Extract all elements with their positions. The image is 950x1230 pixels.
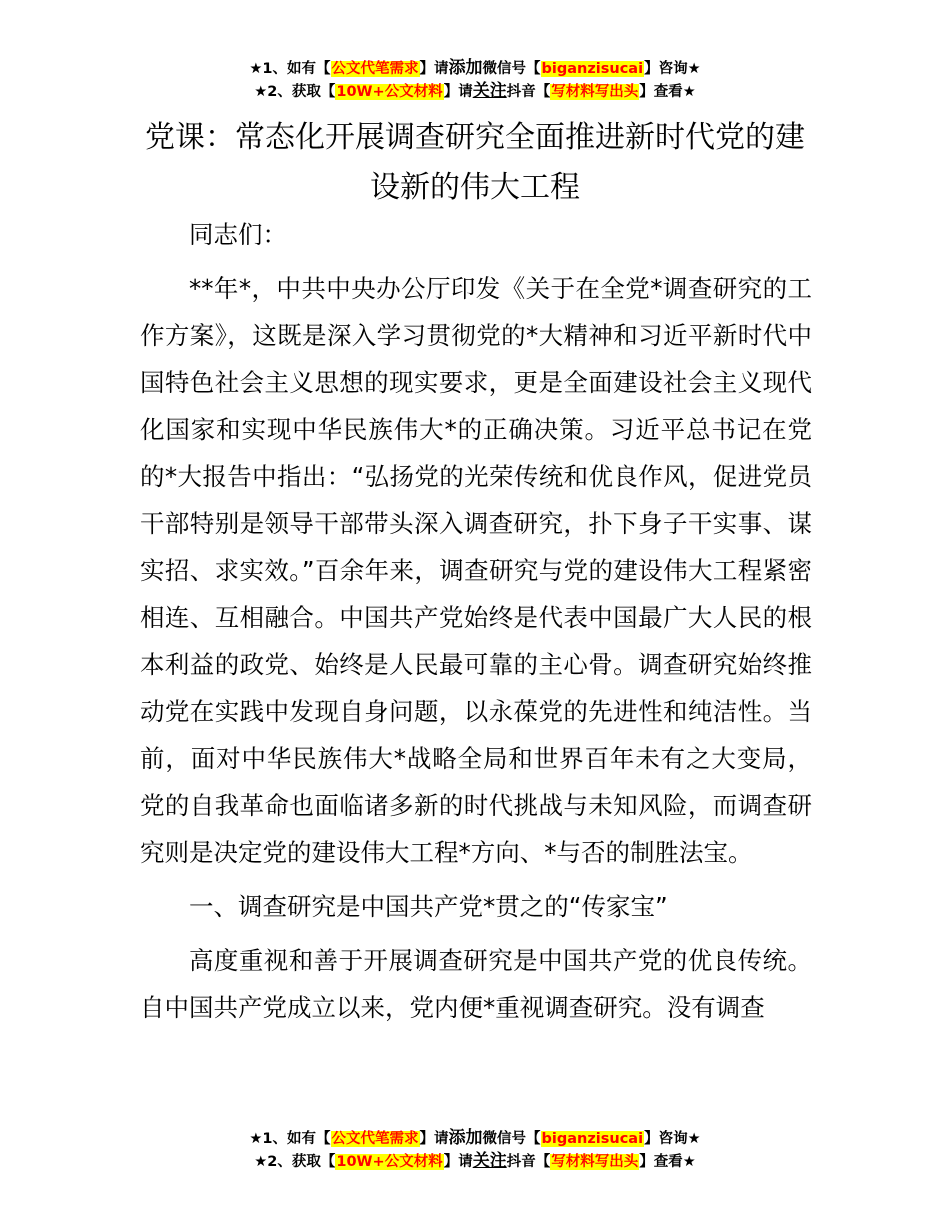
promo-highlight: 公文代笔需求 (331, 61, 419, 77)
document-body (140, 211, 812, 1031)
promo-text: 】咨询★ (644, 61, 701, 77)
promo-text: ★2、获取【 (254, 84, 336, 100)
salutation: 同志们： (189, 220, 287, 249)
promo-highlight-wechat-id: biganzisucai (541, 61, 644, 77)
promo-text: 】请 (419, 61, 449, 77)
promo-text: 抖音【 (506, 84, 551, 100)
promo-highlight: 10W+公文材料 (336, 84, 443, 100)
promo-emphasis: 关注 (472, 1151, 507, 1171)
body-paragraph: **年*，中共中央办公厅印发《关于在全党*调查研究的工作方案》，这既是深入学习贯彻党的*大精神和习近平新时代中国特色社会主义思想的现实要求，更是全面建设社会主义现代化国家和实现中华民族伟大*的正确决策。习近平总书记在党的*大报告中指出：“弘扬党的光荣传统和优良作风，促进党员干部特别是领导干部带头深入调查研究，扑下身子干实事、谋实招、求实效。”百余年来，调查研究与党的建设伟大工程紧密相连、互相融合。中国共产党始终是代表中国最广大人民的根本利益的政党、始终是人民最可靠的主心骨。调查研究始终推动党在实践中发现自身问题，以永葆党的先进性和纯洁性。当前，面对中华民族伟大*战略全局和世界百年未有之大变局，党的自我革命也面临诸多新的时代挑战与未知风险，而调查研究则是决定党的建设伟大工程*方向、*与否的制胜法宝。 (140, 274, 812, 867)
promo-text: 】查看★ (639, 84, 696, 100)
promo-text: 抖音【 (506, 1154, 551, 1170)
section-heading: 一、调查研究是中国共产党*贯之的“传家宝” (189, 892, 668, 921)
header-promo-banner (0, 57, 950, 103)
promo-highlight-wechat-id: biganzisucai (541, 1131, 644, 1147)
promo-highlight: 公文代笔需求 (331, 1131, 419, 1147)
body-paragraph: 高度重视和善于开展调查研究是中国共产党的优良传统。自中国共产党成立以来，党内便*重视调查研究。没有调查 (140, 946, 812, 1022)
document-title: 党课：常态化开展调查研究全面推进新时代党的建设新的伟大工程 (145, 120, 805, 205)
promo-line-1 (0, 1127, 950, 1150)
promo-text: ★1、如有【 (249, 1131, 331, 1147)
promo-text: 】请 (419, 1131, 449, 1147)
promo-line-1 (0, 57, 950, 80)
promo-emphasis: 添加 (448, 58, 483, 78)
promo-text: ★1、如有【 (249, 61, 331, 77)
promo-line-2 (0, 80, 950, 103)
promo-highlight-douyin-id: 写材料写出头 (551, 84, 639, 100)
promo-highlight: 10W+公文材料 (336, 1154, 443, 1170)
promo-text: 微信号【 (482, 1131, 541, 1147)
promo-text: 】查看★ (639, 1154, 696, 1170)
promo-text: 】请 (443, 84, 473, 100)
promo-line-2 (0, 1150, 950, 1173)
promo-text: 】咨询★ (644, 1131, 701, 1147)
promo-emphasis: 关注 (472, 81, 507, 101)
promo-emphasis: 添加 (448, 1128, 483, 1148)
promo-text: 微信号【 (482, 61, 541, 77)
footer-promo-banner (0, 1127, 950, 1173)
promo-text: ★2、获取【 (254, 1154, 336, 1170)
promo-highlight-douyin-id: 写材料写出头 (551, 1154, 639, 1170)
promo-text: 】请 (443, 1154, 473, 1170)
